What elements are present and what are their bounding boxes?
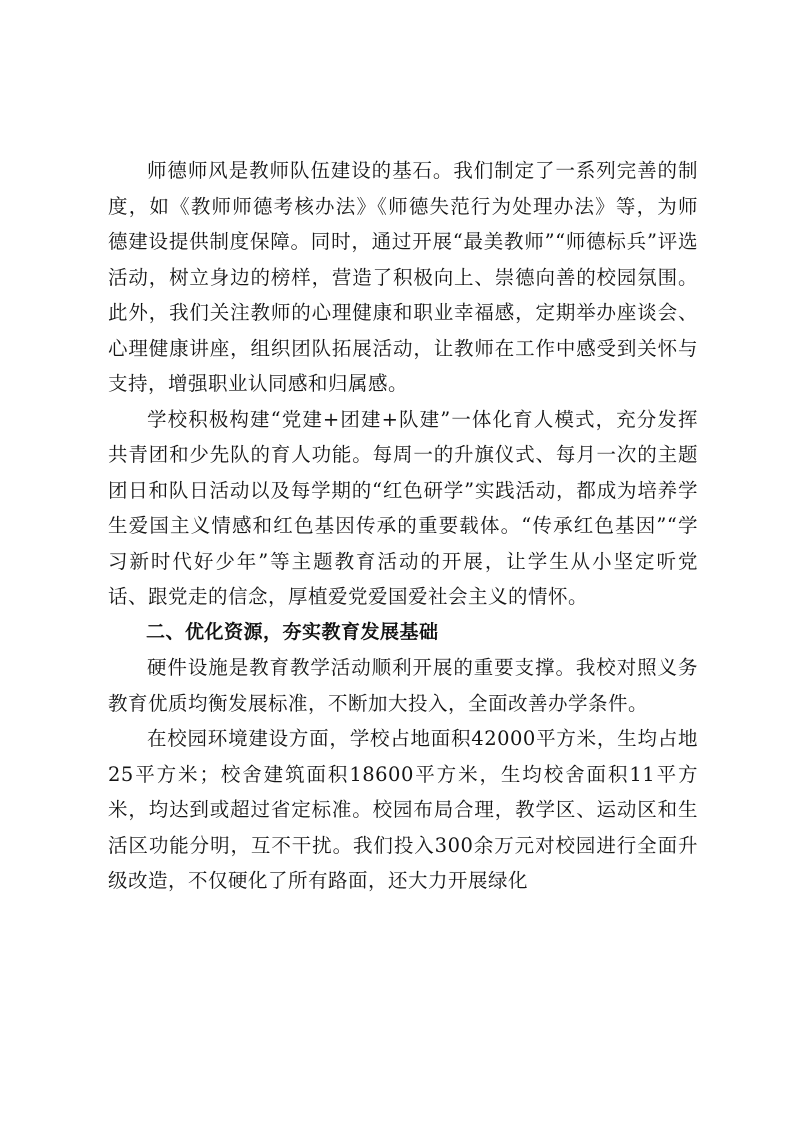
paragraph-party-building: 学校积极构建“党建+团建+队建”一体化育人模式，充分发挥共青团和少先队的育人功能。每周一的升旗仪式、每月一次的主题团日和队日活动以及每学期的“红色研学”实践活动，都成为培养学生爱国主义情感和红色基因传承的重要载体。“传承红色基因”“学习新时代好少年”等主题教育活动的开展，让学生从小坚定听党话、跟党走的信念，厚植爱党爱国爱社会主义的情怀。 bbox=[108, 407, 698, 608]
paragraph-teacher-ethics: 师德师风是教师队伍建设的基石。我们制定了一系列完善的制度，如《教师师德考核办法》《师德失范行为处理办法》等，为师德建设提供制度保障。同时，通过开展“最美教师”“师德标兵”评选活动，树立身边的榜样，营造了积极向上、崇德向善的校园氛围。此外，我们关注教师的心理健康和职业幸福感，定期举办座谈会、心理健康讲座，组织团队拓展活动，让教师在工作中感受到关怀与支持，增强职业认同感和归属感。 bbox=[108, 159, 698, 395]
document-body bbox=[108, 153, 698, 899]
section-heading: 二、优化资源，夯实教育发展基础 bbox=[146, 620, 439, 643]
paragraph-hardware-intro: 硬件设施是教育教学活动顺利开展的重要支撑。我校对照义务教育优质均衡发展标准，不断加大投入，全面改善办学条件。 bbox=[108, 656, 698, 715]
paragraph-campus-environment: 在校园环境建设方面，学校占地面积42000平方米，生均占地25平方米；校舍建筑面积18600平方米，生均校舍面积11平方米，均达到或超过省定标准。校园布局合理，教学区、运动区和生活区功能分明，互不干扰。我们投入300余万元对校园进行全面升级改造，不仅硬化了所有路面，还大力开展绿化 bbox=[108, 727, 698, 892]
